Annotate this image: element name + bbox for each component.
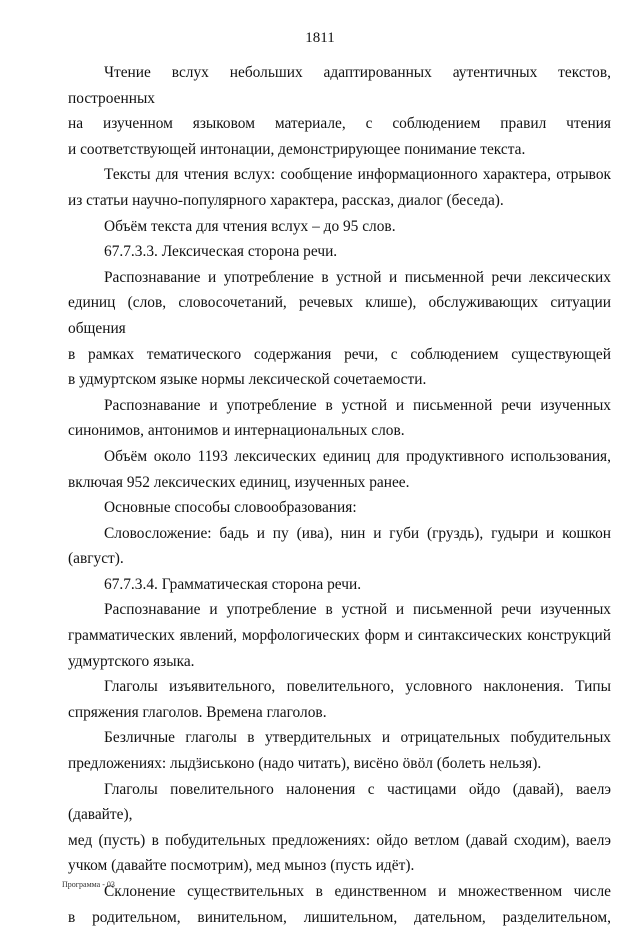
- text-line: на изученном языковом материале, с соблюдением правил чтения: [68, 115, 611, 133]
- text-line: Чтение вслух небольших адаптированных аутентичных текстов, построенных: [68, 64, 611, 107]
- document-body: [68, 60, 611, 930]
- text-line: Распознавание и употребление в устной и письменной речи лексических: [104, 268, 611, 286]
- text-line: удмуртского языка.: [68, 652, 195, 670]
- page-number: 1811: [305, 30, 335, 46]
- text-line: предложениях: лыдӟиськоно (надо читать), висёно ӧвӧл (болеть нельзя).: [68, 755, 542, 773]
- text-line: Безличные глаголы в утвердительных и отрицательных побудительных: [104, 729, 611, 747]
- text-line: синонимов, антонимов и интернациональных слов.: [68, 422, 405, 440]
- paragraph: [68, 674, 611, 725]
- paragraph: [68, 162, 611, 213]
- text-line: в удмуртском языке нормы лексической сочетаемости.: [68, 371, 427, 389]
- text-line: Объём около 1193 лексических единиц для продуктивного использования,: [104, 447, 611, 465]
- text-line: Глаголы изъявительного, повелительного, условного наклонения. Типы: [104, 678, 611, 696]
- text-line: Тексты для чтения вслух: сообщение информационного характера, отрывок: [104, 166, 611, 184]
- text-line: Распознавание и употребление в устной и письменной речи изученных: [104, 601, 611, 619]
- text-line: единиц (слов, словосочетаний, речевых клише), обслуживающих ситуации общения: [68, 294, 611, 337]
- paragraph: [68, 777, 611, 879]
- paragraph: [68, 265, 611, 393]
- text-line: грамматических явлений, морфологических форм и синтаксических конструкций: [68, 627, 611, 645]
- text-line: мед (пусть) в побудительных предложениях: ойдо ветлом (давай сходим), ваелэ: [68, 831, 611, 849]
- paragraph: [68, 572, 611, 598]
- footer-label: Программа - 03: [62, 880, 115, 889]
- text-line: Глаголы повелительного налонения с частицами ойдо (давай), ваелэ (давайте),: [68, 780, 611, 824]
- text-line: учком (давайте посмотрим), мед мынoз (пусть идёт).: [68, 857, 415, 875]
- paragraph: [68, 495, 611, 521]
- text-line: (август).: [68, 550, 124, 568]
- text-line: Распознавание и употребление в устной и письменной речи изученных: [104, 396, 611, 414]
- text-line: из статьи научно-популярного характера, рассказ, диалог (беседа).: [68, 191, 504, 209]
- paragraph: [68, 60, 611, 162]
- text-line: и соответствующей интонации, демонстрирующее понимание текста.: [68, 140, 526, 158]
- text-line: Словосложение: бадь и пу (ива), нин и губи (груздь), гудыри и кошкон: [104, 524, 611, 542]
- paragraph: [68, 521, 611, 572]
- text-line: в родительном, винительном, лишительном, дательном, разделительном,: [68, 908, 611, 926]
- paragraph: [68, 393, 611, 444]
- paragraph: [68, 444, 611, 495]
- paragraph: [68, 239, 611, 265]
- text-line: Основные способы словообразования:: [104, 499, 357, 517]
- text-line: спряжения глаголов. Времена глаголов.: [68, 703, 327, 721]
- text-line: включая 952 лексических единиц, изученных ранее.: [68, 473, 410, 491]
- paragraph: [68, 597, 611, 674]
- paragraph: [68, 879, 611, 930]
- paragraph: [68, 725, 611, 776]
- text-line: Склонение существительных в единственном и множественном числе: [104, 883, 611, 900]
- text-line: 67.7.3.4. Грамматическая сторона речи.: [104, 575, 362, 593]
- text-line: Объём текста для чтения вслух – до 95 слов.: [104, 217, 396, 235]
- text-line: в рамках тематического содержания речи, с соблюдением существующей: [68, 345, 611, 363]
- text-line: 67.7.3.3. Лексическая сторона речи.: [104, 243, 338, 261]
- paragraph: [68, 214, 611, 240]
